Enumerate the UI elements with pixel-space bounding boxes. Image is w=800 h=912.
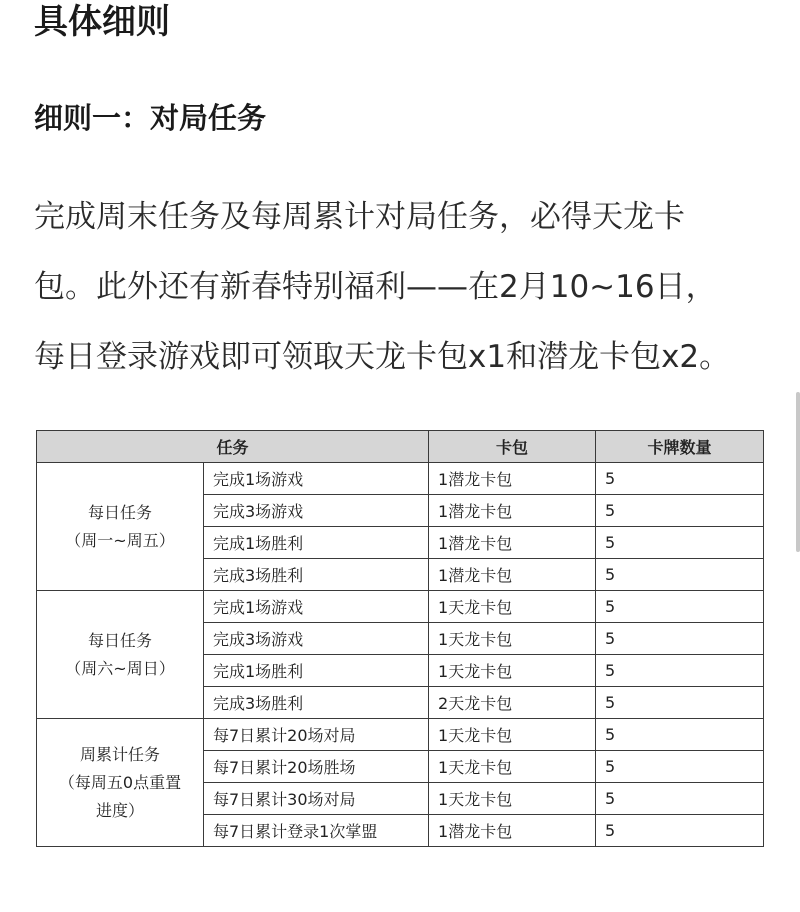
group-label-line: 每日任务 <box>87 502 152 522</box>
count-cell: 5 <box>596 463 764 495</box>
group-label <box>37 463 204 591</box>
pack-cell: 1潜龙卡包 <box>429 527 596 559</box>
count-cell: 5 <box>596 719 764 751</box>
header-pack: 卡包 <box>429 431 596 463</box>
pack-cell: 1天龙卡包 <box>429 783 596 815</box>
task-cell: 完成3场胜利 <box>204 559 429 591</box>
table-row <box>37 463 764 495</box>
group-label <box>37 591 204 719</box>
task-cell: 完成3场胜利 <box>204 687 429 719</box>
pack-cell: 1潜龙卡包 <box>429 463 596 495</box>
intro-line: 包。此外还有新春特别福利——在2月10~16日， <box>34 269 717 305</box>
count-cell: 5 <box>596 783 764 815</box>
header-task: 任务 <box>37 431 429 463</box>
count-cell: 5 <box>596 655 764 687</box>
section-title: 具体细则 <box>34 2 170 42</box>
task-cell: 完成3场游戏 <box>204 495 429 527</box>
task-cell: 每7日累计20场对局 <box>204 719 429 751</box>
pack-cell: 1天龙卡包 <box>429 751 596 783</box>
pack-cell: 1天龙卡包 <box>429 623 596 655</box>
group-label-line: 进度） <box>95 800 144 820</box>
pack-cell: 1潜龙卡包 <box>429 495 596 527</box>
task-cell: 完成3场游戏 <box>204 623 429 655</box>
count-cell: 5 <box>596 591 764 623</box>
pack-cell: 1天龙卡包 <box>429 591 596 623</box>
group-label-line: （周六~周日） <box>65 658 175 678</box>
header-count: 卡牌数量 <box>596 431 764 463</box>
task-cell: 完成1场游戏 <box>204 463 429 495</box>
group-label <box>37 719 204 847</box>
count-cell: 5 <box>596 751 764 783</box>
group-label-line: 周累计任务 <box>79 744 160 764</box>
task-cell: 完成1场游戏 <box>204 591 429 623</box>
count-cell: 5 <box>596 495 764 527</box>
count-cell: 5 <box>596 559 764 591</box>
intro-line: 完成周末任务及每周累计对局任务，必得天龙卡 <box>34 199 685 235</box>
intro-line: 每日登录游戏即可领取天龙卡包x1和潜龙卡包x2。 <box>34 339 731 375</box>
group-label-line: 每日任务 <box>87 630 152 650</box>
count-cell: 5 <box>596 623 764 655</box>
task-cell: 每7日累计20场胜场 <box>204 751 429 783</box>
count-cell: 5 <box>596 687 764 719</box>
group-label-line: （周一~周五） <box>65 530 175 550</box>
table-header-row <box>37 431 764 463</box>
table-row <box>37 591 764 623</box>
task-cell: 完成1场胜利 <box>204 527 429 559</box>
group-label-line: （每周五0点重置 <box>58 772 182 792</box>
count-cell: 5 <box>596 815 764 847</box>
count-cell: 5 <box>596 527 764 559</box>
task-cell: 每7日累计登录1次掌盟 <box>204 815 429 847</box>
table-row <box>37 719 764 751</box>
page-scrollbar[interactable] <box>796 392 800 552</box>
subsection-title: 细则一：对局任务 <box>34 101 267 135</box>
pack-cell: 1潜龙卡包 <box>429 559 596 591</box>
task-reward-table <box>36 430 764 847</box>
pack-cell: 2天龙卡包 <box>429 687 596 719</box>
pack-cell: 1潜龙卡包 <box>429 815 596 847</box>
intro-paragraph <box>34 182 774 392</box>
task-cell: 每7日累计30场对局 <box>204 783 429 815</box>
pack-cell: 1天龙卡包 <box>429 719 596 751</box>
task-cell: 完成1场胜利 <box>204 655 429 687</box>
pack-cell: 1天龙卡包 <box>429 655 596 687</box>
